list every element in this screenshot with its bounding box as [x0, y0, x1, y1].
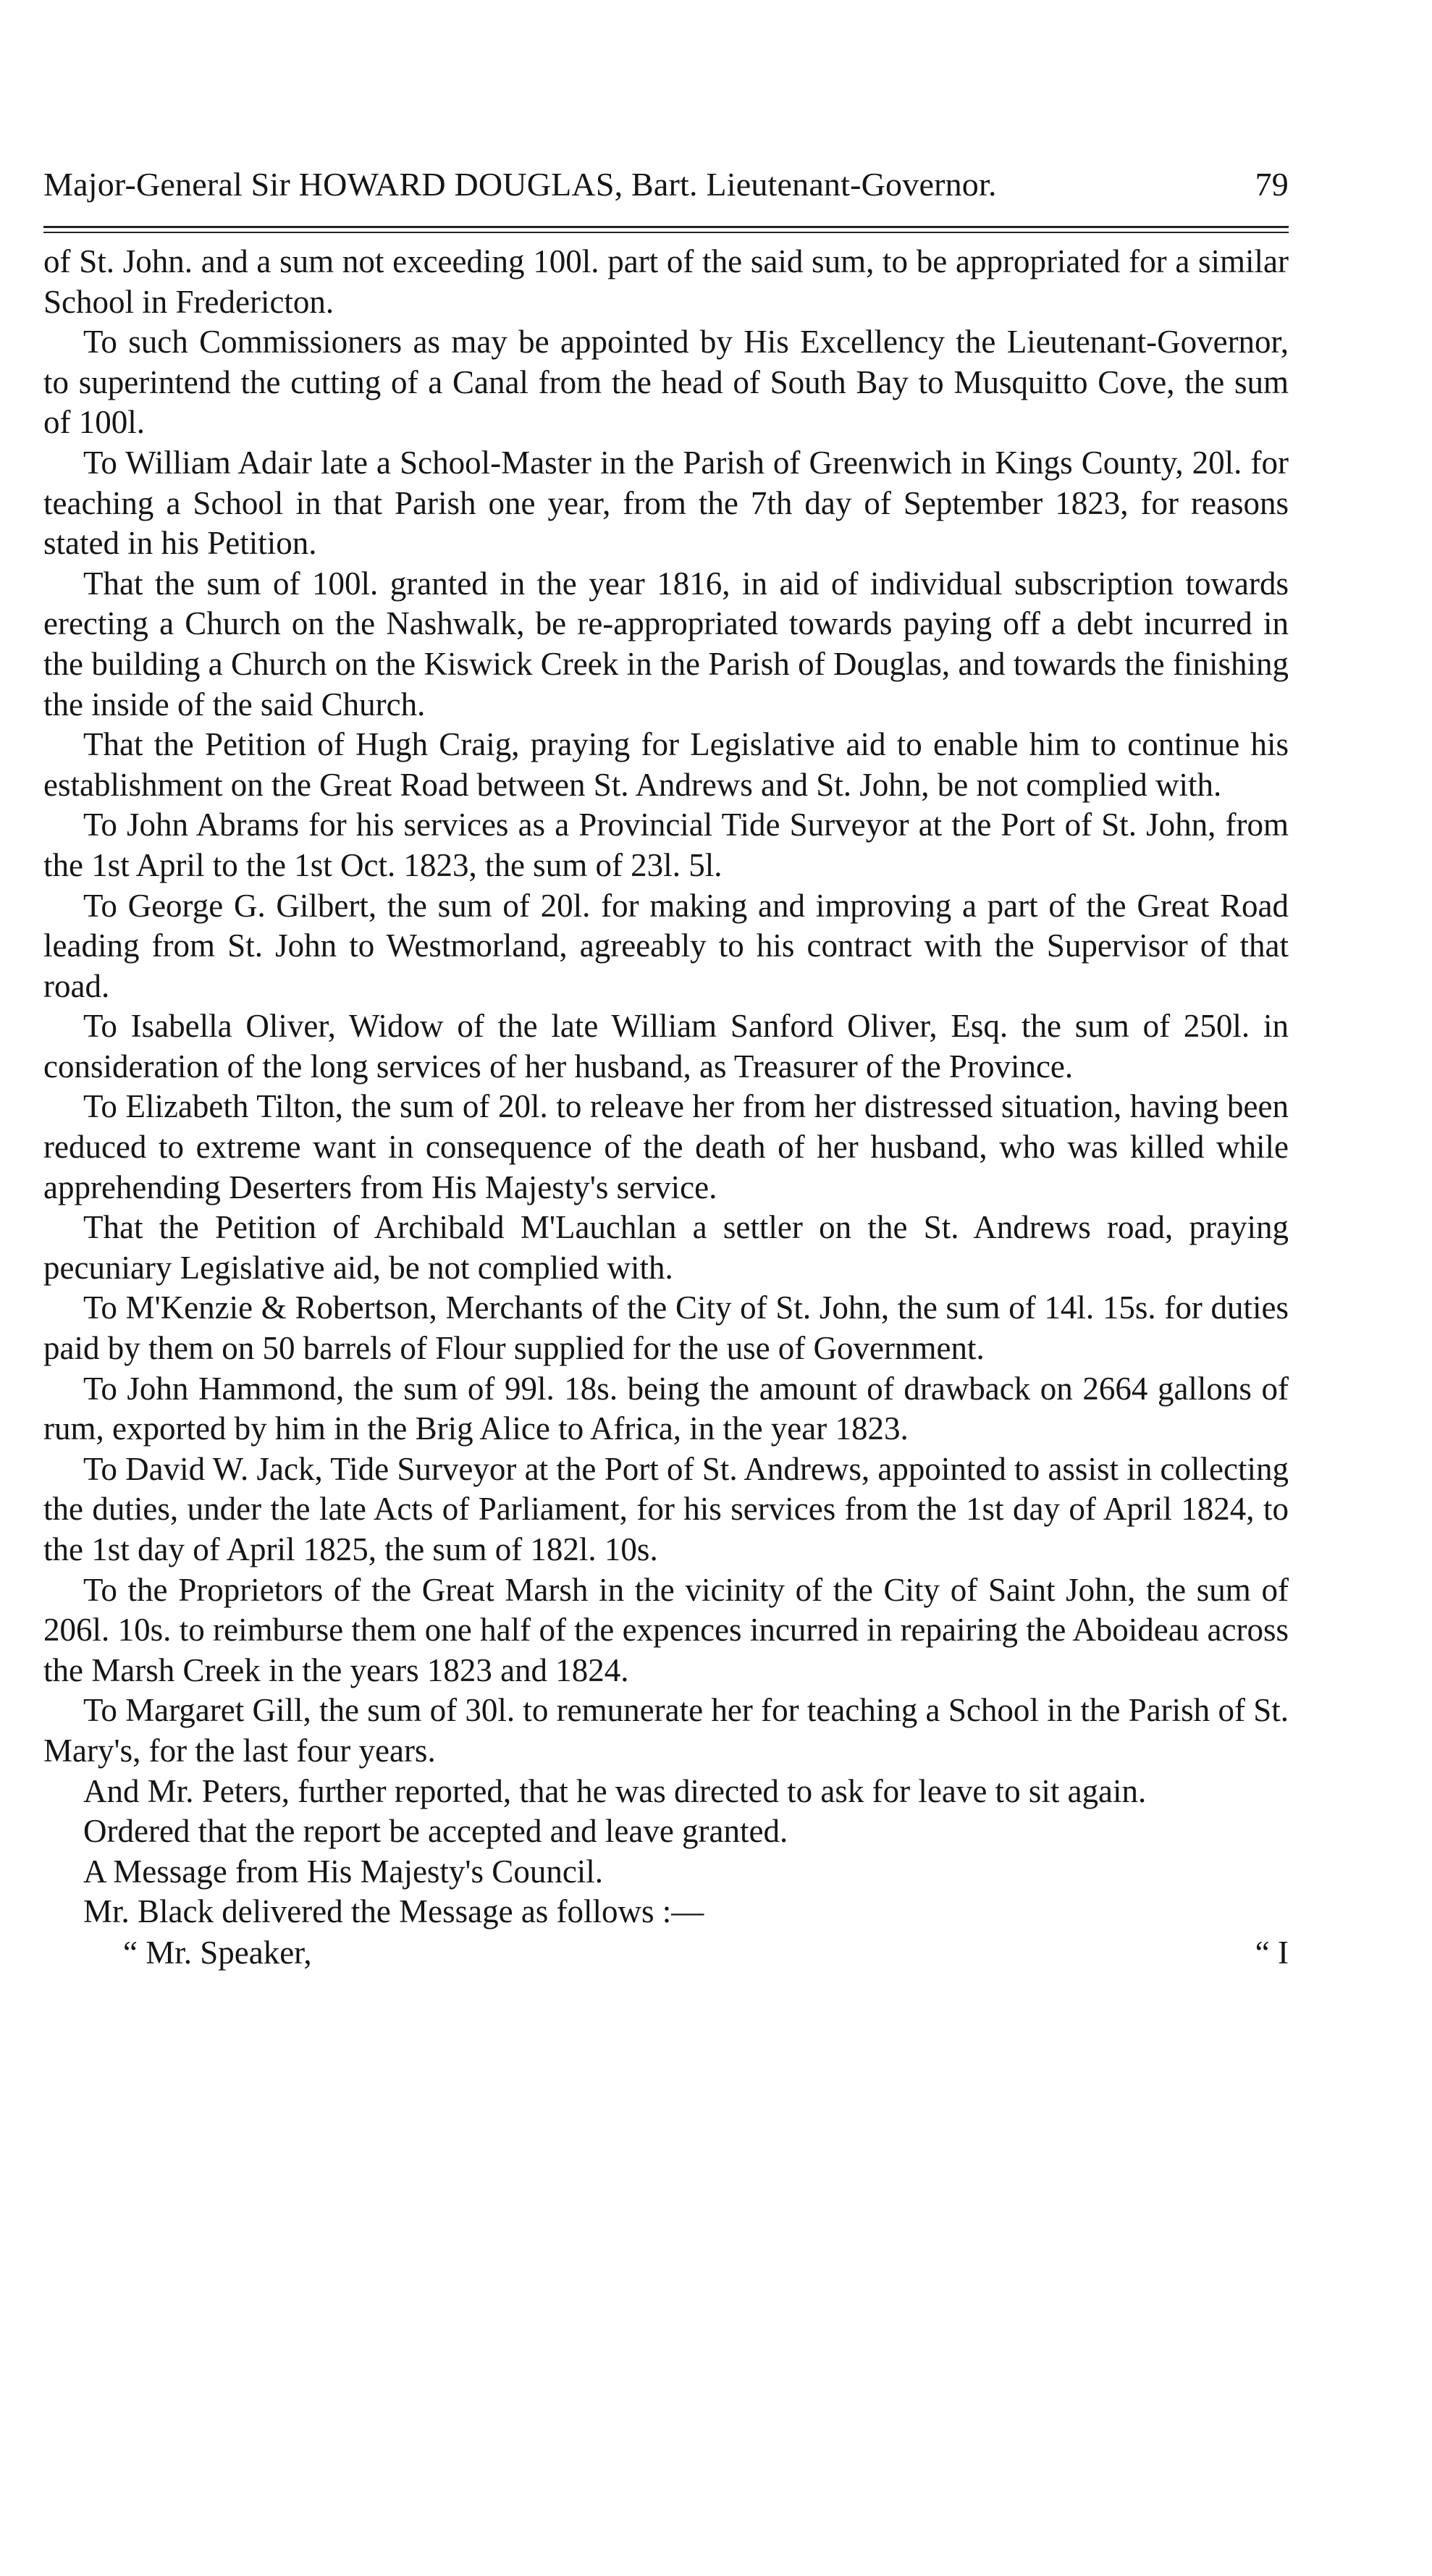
paragraph: A Message from His Majesty's Council. — [83, 1853, 604, 1890]
paragraph: And Mr. Peters, further reported, that he was directed to ask for leave to sit again. — [83, 1772, 1147, 1809]
paragraph: To John Abrams for his services as a Provincial Tide Surveyor at the Port of St. John, from the 1st April to the 1st Oct. 1823, the sum of 23l. 5l. — [43, 807, 1289, 883]
paragraph: Mr. Black delivered the Message as follows :— — [83, 1893, 704, 1930]
header-double-rule — [43, 226, 1289, 233]
paragraph: To John Hammond, the sum of 99l. 18s. being the amount of drawback on 2664 gallons of rum, exported by him in the Brig Alice to Africa, in the year 1823. — [43, 1370, 1289, 1447]
closing-line — [43, 1932, 1289, 1973]
paragraph: To David W. Jack, Tide Surveyor at the Port of St. Andrews, appointed to assist in collecting the duties, under the late Acts of Parliament, for his services from the 1st day of April 1824, to the 1st day of April 1825, the sum of 182l. 10s. — [43, 1450, 1289, 1567]
catchword: “ I — [1255, 1934, 1289, 1971]
paragraph: To William Adair late a School-Master in the Parish of Greenwich in Kings County, 20l. for teaching a School in that Parish one year, from the 7th day of September 1823, for reasons stated in his Petition. — [43, 444, 1289, 562]
paragraph: That the Petition of Hugh Craig, praying for Legislative aid to enable him to continue his establishment on the Great Road between St. Andrews and St. John, be not complied with. — [43, 726, 1289, 803]
paragraph: To George G. Gilbert, the sum of 20l. for making and improving a part of the Great Road leading from St. John to Westmorland, agreeably to his contract with the Supervisor of that road. — [43, 887, 1289, 1004]
paragraph: To Margaret Gill, the sum of 30l. to remunerate her for teaching a School in the Parish of St. Mary's, for the last four years. — [43, 1692, 1289, 1769]
paragraph: To Isabella Oliver, Widow of the late William Sanford Oliver, Esq. the sum of 250l. in consideration of the long services of her husband, as Treasurer of the Province. — [43, 1008, 1289, 1085]
paragraph: That the sum of 100l. granted in the year 1816, in aid of individual subscription towards erecting a Church on the Nashwalk, be re-appropriated towards paying off a debt incurred in the building a Church on the Kiswick Creek in the Parish of Douglas, and towards the finishing the inside of the said Church. — [43, 565, 1289, 723]
paragraph: To the Proprietors of the Great Marsh in the vicinity of the City of Saint John, the sum of 206l. 10s. to reimburse them one half of the expences incurred in repairing the Aboideau across the Marsh Creek in the years 1823 and 1824. — [43, 1571, 1289, 1688]
paragraph: Ordered that the report be accepted and leave granted. — [83, 1813, 788, 1850]
body-text — [43, 242, 1289, 1932]
running-head — [43, 159, 1289, 210]
paragraph: To M'Kenzie & Robertson, Merchants of the City of St. John, the sum of 14l. 15s. for duties paid by them on 50 barrels of Flour supplied for the use of Government. — [43, 1289, 1289, 1367]
paragraph: To such Commissioners as may be appointed by His Excellency the Lieutenant-Governor, to superintend the cutting of a Canal from the head of South Bay to Musquitto Cove, the sum of 100l. — [43, 324, 1289, 441]
document-page — [43, 159, 1289, 1973]
page-number: 79 — [1255, 166, 1289, 203]
paragraph: To Elizabeth Tilton, the sum of 20l. to releave her from her distressed situation, having been reduced to extreme want in consequence of the death of her husband, who was killed while apprehending Deserters from His Majesty's service. — [43, 1088, 1289, 1205]
running-head-title: Major-General Sir HOWARD DOUGLAS, Bart. Lieutenant-Governor. — [43, 166, 997, 203]
speaker-salutation: “ Mr. Speaker, — [123, 1934, 312, 1971]
paragraph: of St. John. and a sum not exceeding 100l. part of the said sum, to be appropriated for a similar School in Fredericton. — [43, 243, 1289, 320]
paragraph: That the Petition of Archibald M'Lauchlan a settler on the St. Andrews road, praying pecuniary Legislative aid, be not complied with. — [43, 1209, 1289, 1286]
